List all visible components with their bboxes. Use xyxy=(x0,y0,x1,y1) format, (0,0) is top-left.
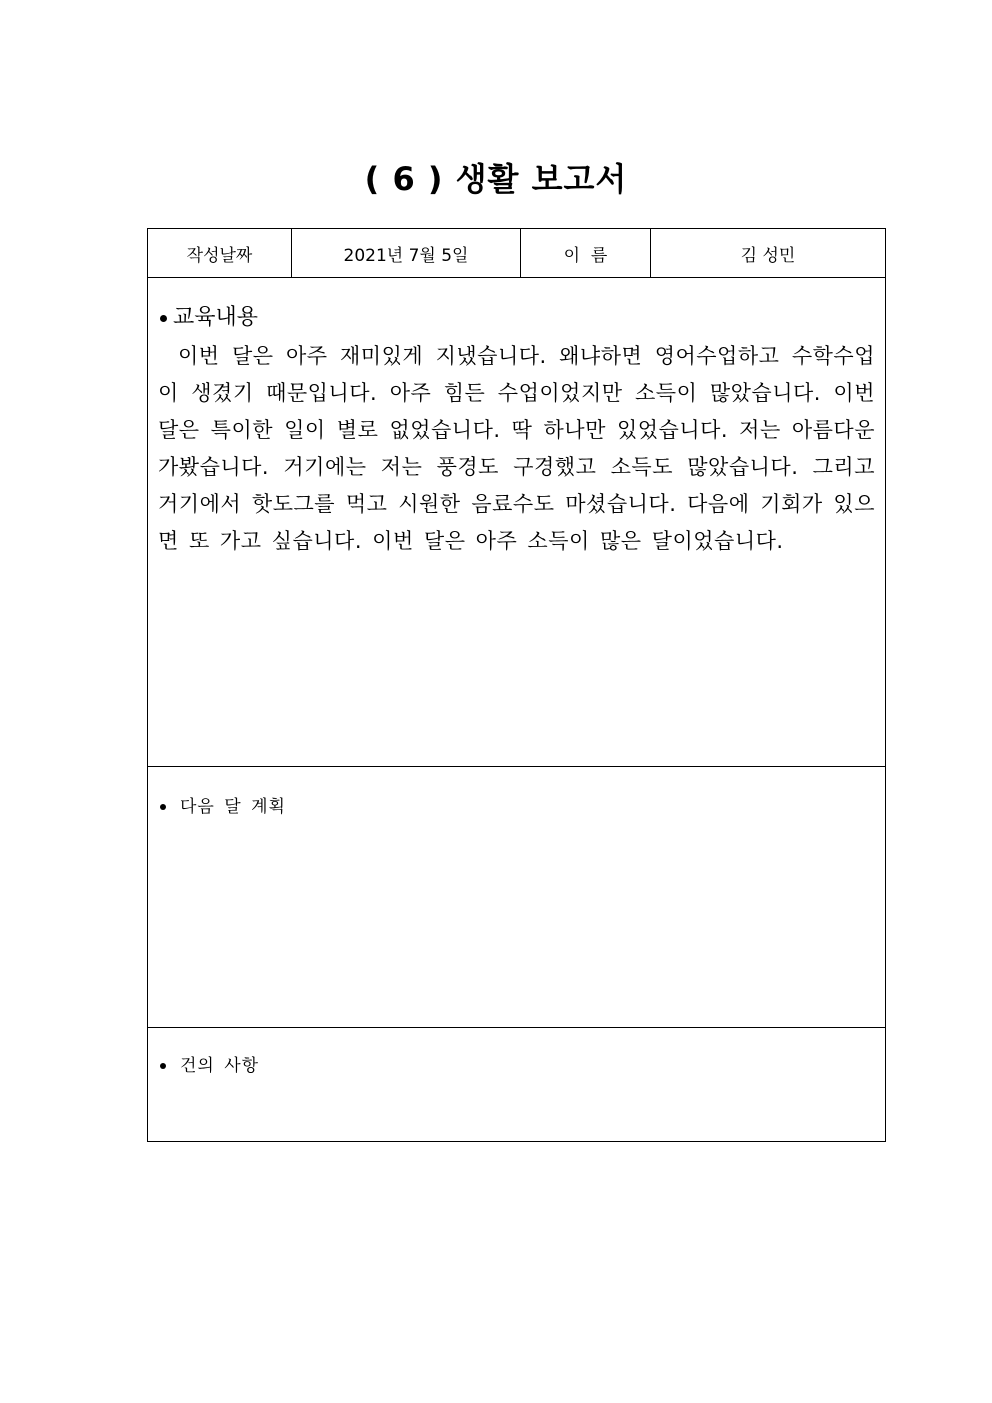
bullet-icon xyxy=(160,315,167,322)
bullet-icon xyxy=(160,804,166,810)
suggestion-heading: 건의 사항 xyxy=(180,1056,260,1076)
date-label: 작성날짜 xyxy=(148,229,292,278)
suggestion-heading-row xyxy=(160,1054,885,1078)
education-section xyxy=(148,278,886,767)
education-heading-row xyxy=(160,302,885,334)
date-value: 2021년 7월 5일 xyxy=(292,229,521,278)
page-title: ( 6 ) 생활 보고서 xyxy=(364,160,628,198)
name-value: 김 성민 xyxy=(651,229,886,278)
bullet-icon xyxy=(160,1063,166,1069)
plan-heading: 다음 달 계획 xyxy=(180,797,286,817)
education-heading: 교육내용 xyxy=(173,305,259,330)
header-row xyxy=(148,229,886,278)
plan-heading-row xyxy=(160,795,885,819)
education-body: 이번 달은 아주 재미있게 지냈습니다. 왜냐하면 영어수업하고 수학수업이 생겼기 때문입니다. 아주 힘든 수업이었지만 소득이 많았습니다. 이번 달은 특이한 일이 별로 없었습니다. 딱 하나만 있었습니다. 저는 아름다운 가봤습니다. 거기에는 저는 풍경도 구경했고 소득도 많았습니다. 그리고 거기에서 핫도그를 먹고 시원한 음료수도 마셨습니다. 다음에 기회가 있으면 또 가고 싶습니다. 이번 달은 아주 소득이 많은 달이었습니다. xyxy=(158,344,875,553)
name-label: 이 름 xyxy=(521,229,651,278)
suggestion-section xyxy=(148,1028,886,1142)
report-table xyxy=(147,228,886,1142)
plan-section xyxy=(148,767,886,1028)
